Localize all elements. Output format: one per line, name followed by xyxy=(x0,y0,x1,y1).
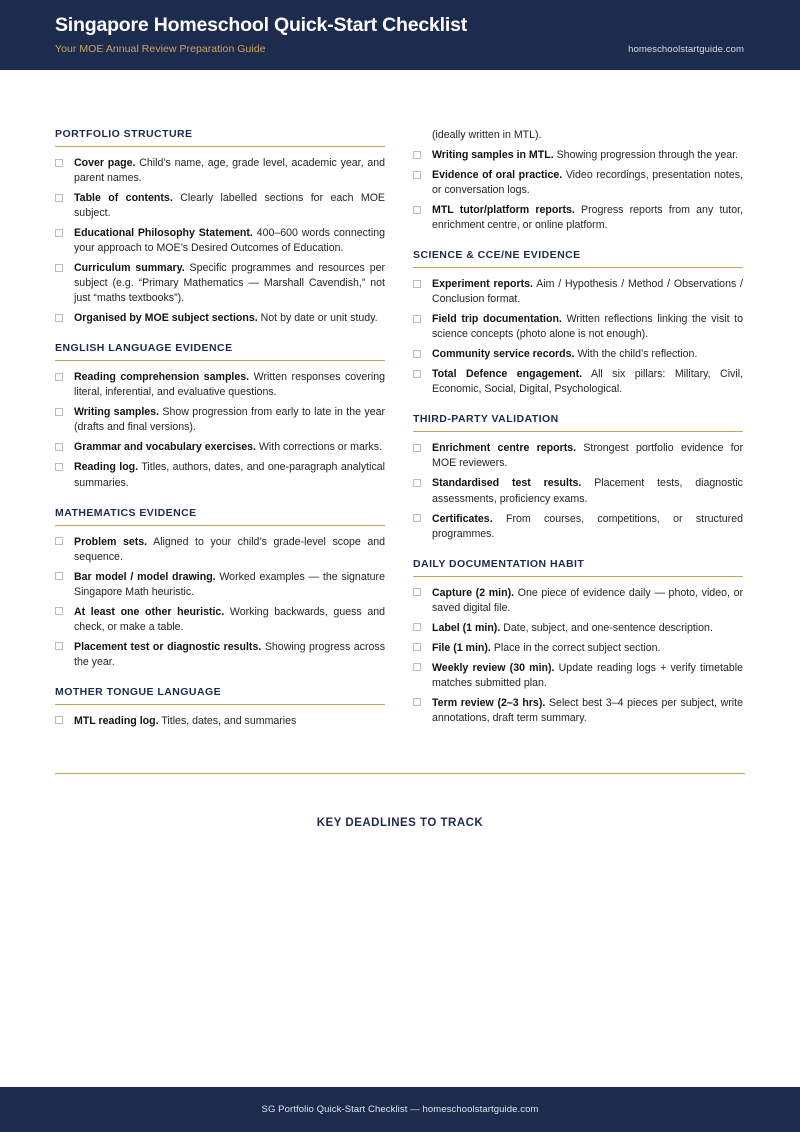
checkbox-icon[interactable] xyxy=(413,151,421,159)
checkbox-icon[interactable] xyxy=(413,171,421,179)
checklist-item-label: Standardised test results. xyxy=(432,477,582,490)
checklist-item-label: MTL reading log. xyxy=(74,714,159,727)
checklist-item[interactable] xyxy=(413,586,743,616)
page-title: Singapore Homeschool Quick-Start Checklist xyxy=(55,14,468,37)
checklist-section xyxy=(55,507,385,670)
section-divider xyxy=(413,267,743,268)
checklist-item-label: Reading comprehension samples. xyxy=(74,371,250,384)
checklist-item-label: Weekly review (30 min). xyxy=(432,661,555,674)
checklist-item-label: File (1 min). xyxy=(432,641,491,654)
section-heading: PORTFOLIO STRUCTURE xyxy=(55,128,193,140)
checklist-item[interactable] xyxy=(55,370,385,400)
left-column xyxy=(55,128,385,745)
checklist-item-description: Working backwards, guess and check, or make a table. xyxy=(74,605,386,633)
checklist-item[interactable] xyxy=(55,191,385,221)
checklist-item-description: Date, subject, and one-sentence description. xyxy=(503,621,713,634)
section-divider xyxy=(55,525,385,526)
checklist-section xyxy=(413,413,743,541)
checklist-item-label: Reading log. xyxy=(74,461,139,474)
checklist-item[interactable] xyxy=(55,460,385,490)
checkbox-icon[interactable] xyxy=(413,588,421,596)
checklist-item-description: Show progression from early to late in the year (drafts and final versions). xyxy=(74,406,386,434)
checklist-item-label: Total Defence engagement. xyxy=(432,368,583,381)
checklist-item[interactable] xyxy=(55,311,385,326)
checklist-item-label: Field trip documentation. xyxy=(432,313,562,326)
continuation-text: (ideally written in MTL). xyxy=(432,129,542,141)
checklist-item-label: Table of contents. xyxy=(74,192,173,205)
checkbox-icon[interactable] xyxy=(413,663,421,671)
checklist-item[interactable] xyxy=(413,441,743,471)
checklist-item-label: Grammar and vocabulary exercises. xyxy=(74,441,256,454)
checklist-item-description: Child’s name, age, grade level, academic year, and parent names. xyxy=(74,157,386,185)
checklist-item-label: Evidence of oral practice. xyxy=(432,169,563,182)
checklist-section xyxy=(55,686,385,729)
checklist-item-label: Writing samples in MTL. xyxy=(432,149,554,162)
checklist-item[interactable] xyxy=(413,168,743,198)
checklist-item[interactable] xyxy=(413,512,743,542)
checklist-item-description: Progress reports from any tutor, enrichment centre, or online platform. xyxy=(432,204,743,232)
checkbox-icon[interactable] xyxy=(55,463,63,471)
checkbox-icon[interactable] xyxy=(55,716,63,724)
checklist-item-description: Place in the correct subject section. xyxy=(493,641,661,654)
checkbox-icon[interactable] xyxy=(55,642,63,650)
checklist-item-list xyxy=(413,586,743,726)
checklist-item-description: Titles, authors, dates, and one-paragraph analytical summaries. xyxy=(74,461,385,489)
checklist-item[interactable] xyxy=(55,605,385,635)
checklist-item-label: Cover page. xyxy=(74,157,136,169)
checklist-item-description: Not by date or unit study. xyxy=(260,312,378,325)
checklist-item-list xyxy=(55,156,385,326)
checkbox-icon[interactable] xyxy=(413,479,421,487)
checkbox-icon[interactable] xyxy=(413,643,421,651)
checkbox-icon[interactable] xyxy=(55,537,63,545)
checklist-item-label: Curriculum summary. xyxy=(74,262,185,275)
checklist-item-label: MTL tutor/platform reports. xyxy=(432,204,575,217)
header-subtitle: Your MOE Annual Review Preparation Guide xyxy=(55,42,266,55)
checklist-item[interactable] xyxy=(413,347,743,362)
checkbox-icon[interactable] xyxy=(55,443,63,451)
checklist-item-description: One piece of evidence daily — photo, video, or saved digital file. xyxy=(432,586,743,614)
checklist-item-description: Specific programmes and resources per subject (e.g. “Primary Mathematics — Marshall Cavendish,” not just “maths textbooks”). xyxy=(74,262,386,305)
checkbox-icon[interactable] xyxy=(413,350,421,358)
checklist-item[interactable] xyxy=(55,640,385,670)
section-heading: DAILY DOCUMENTATION HABIT xyxy=(413,557,585,570)
right-column xyxy=(413,128,743,742)
checklist-item[interactable] xyxy=(55,156,385,186)
section-divider xyxy=(413,576,743,577)
checklist-item[interactable] xyxy=(413,696,743,726)
checklist-item[interactable] xyxy=(413,148,743,163)
two-column-layout xyxy=(55,128,745,745)
checklist-item-description: Written responses covering literal, inferential, and evaluative questions. xyxy=(74,371,385,399)
checklist-item[interactable] xyxy=(55,535,385,565)
checklist-item-description: Showing progression through the year. xyxy=(556,149,738,162)
checklist-item-description: 400–600 words connecting your approach to MOE’s Desired Outcomes of Education. xyxy=(74,227,385,255)
checklist-item-description: With the child’s reflection. xyxy=(577,348,698,361)
checklist-item-list xyxy=(413,277,743,397)
checklist-item-label: Placement test or diagnostic results. xyxy=(74,640,262,653)
checklist-item-label: Certificates. xyxy=(432,512,493,525)
checklist-section xyxy=(55,128,385,326)
checkbox-icon[interactable] xyxy=(55,373,63,381)
footer-text: SG Portfolio Quick-Start Checklist — homeschoolstartguide.com xyxy=(261,1104,539,1115)
checkbox-icon[interactable] xyxy=(55,408,63,416)
checkbox-icon[interactable] xyxy=(413,623,421,631)
checkbox-icon[interactable] xyxy=(413,444,421,452)
checklist-item-description: Strongest portfolio evidence for MOE reviewers. xyxy=(432,442,743,470)
checklist-section xyxy=(413,558,743,726)
checkbox-icon[interactable] xyxy=(55,264,63,272)
bottom-block xyxy=(0,773,800,829)
section-divider xyxy=(413,431,743,432)
checklist-item-label: Experiment reports. xyxy=(432,278,533,291)
section-divider xyxy=(55,704,385,705)
checklist-item-description: Titles, dates, and summaries xyxy=(161,714,297,727)
checkbox-icon[interactable] xyxy=(55,159,63,167)
checklist-section xyxy=(55,342,385,490)
checklist-item-description: From courses, competitions, or structured programmes. xyxy=(432,512,743,540)
checklist-item-label: Organised by MOE subject sections. xyxy=(74,312,258,325)
checklist-item-label: Community service records. xyxy=(432,348,575,361)
checklist-item-description: All six pillars: Military, Civil, Economic, Social, Digital, Psychological. xyxy=(432,368,744,396)
section-heading: MATHEMATICS EVIDENCE xyxy=(55,506,197,519)
checkbox-icon[interactable] xyxy=(55,314,63,322)
checklist-item-label: Label (1 min). xyxy=(432,621,501,634)
checkbox-icon[interactable] xyxy=(413,315,421,323)
page-footer xyxy=(0,1087,800,1132)
section-divider xyxy=(55,146,385,147)
checklist-item-label: Capture (2 min). xyxy=(432,586,515,599)
checkbox-icon[interactable] xyxy=(55,229,63,237)
checklist-item[interactable] xyxy=(413,641,743,656)
checklist-item-description: Update reading logs + verify timetable matches submitted plan. xyxy=(432,661,743,689)
checklist-item[interactable] xyxy=(413,277,743,307)
checkbox-icon[interactable] xyxy=(413,370,421,378)
checklist-item-label: Educational Philosophy Statement. xyxy=(74,227,253,240)
checkbox-icon[interactable] xyxy=(413,514,421,522)
checklist-item-label: Writing samples. xyxy=(74,406,160,419)
checklist-item[interactable] xyxy=(413,203,743,233)
checklist-item-description: With corrections or marks. xyxy=(258,441,382,454)
section-divider xyxy=(55,360,385,361)
checkbox-icon[interactable] xyxy=(413,698,421,706)
mother-tongue-continuation-block xyxy=(413,128,743,233)
checklist-item[interactable] xyxy=(413,621,743,636)
checklist-item[interactable] xyxy=(55,440,385,455)
checklist-item-description: Placement tests, diagnostic assessments, proficiency exams. xyxy=(432,477,743,505)
checklist-item-list xyxy=(55,714,385,729)
checkbox-icon[interactable] xyxy=(55,194,63,202)
checklist-item[interactable] xyxy=(55,261,385,306)
checklist-item-list xyxy=(413,441,743,541)
checkbox-icon[interactable] xyxy=(55,607,63,615)
checklist-item-label: Bar model / model drawing. xyxy=(74,570,216,583)
checklist-item[interactable] xyxy=(55,714,385,729)
checklist-item-description: Worked examples — the signature Singapore Math heuristic. xyxy=(74,570,385,598)
section-heading: THIRD-PARTY VALIDATION xyxy=(413,413,559,426)
checklist-item-label: Enrichment centre reports. xyxy=(432,442,577,455)
page-header xyxy=(0,0,800,70)
checklist-item-list xyxy=(55,535,385,670)
checkbox-icon[interactable] xyxy=(413,280,421,288)
checklist-item-description: Select best 3–4 pieces per subject, write annotations, draft term summary. xyxy=(432,696,743,724)
checklist-item-label: At least one other heuristic. xyxy=(74,605,225,618)
section-heading: SCIENCE & CCE/NE EVIDENCE xyxy=(413,249,581,262)
checklist-item[interactable] xyxy=(55,405,385,435)
key-deadlines-title: KEY DEADLINES TO TRACK xyxy=(316,816,484,829)
checklist-item-description: Showing progress across the year. xyxy=(74,640,385,668)
header-website-url: homeschoolstartguide.com xyxy=(628,43,744,55)
section-heading: ENGLISH LANGUAGE EVIDENCE xyxy=(55,342,233,355)
checklist-item[interactable] xyxy=(413,312,743,342)
checkbox-icon[interactable] xyxy=(55,572,63,580)
checklist-item-label: Problem sets. xyxy=(74,535,148,548)
checkbox-icon[interactable] xyxy=(413,206,421,214)
checklist-item-list xyxy=(55,370,385,490)
checklist-item-label: Term review (2–3 hrs). xyxy=(432,696,546,709)
checklist-item[interactable] xyxy=(413,367,743,397)
checklist-item[interactable] xyxy=(55,226,385,256)
checklist-item-description: Clearly labelled sections for each MOE subject. xyxy=(74,192,386,220)
checklist-item[interactable] xyxy=(55,570,385,600)
checklist-item[interactable] xyxy=(413,661,743,691)
checklist-body xyxy=(0,70,800,745)
header-subrow xyxy=(55,43,745,55)
checklist-item-list xyxy=(413,148,743,233)
checklist-section xyxy=(413,249,743,397)
bottom-divider xyxy=(55,773,745,774)
checklist-item-description: Aim / Hypothesis / Method / Observations / Conclusion format. xyxy=(432,278,744,306)
checklist-item-description: Video recordings, presentation notes, or conversation logs. xyxy=(432,169,743,197)
checklist-item-description: Written reflections linking the visit to science concepts (photo alone is not enough). xyxy=(432,313,743,341)
section-heading: MOTHER TONGUE LANGUAGE xyxy=(55,685,222,698)
checklist-item-description: Aligned to your child’s grade-level scope and sequence. xyxy=(74,535,386,563)
checklist-item[interactable] xyxy=(413,476,743,506)
